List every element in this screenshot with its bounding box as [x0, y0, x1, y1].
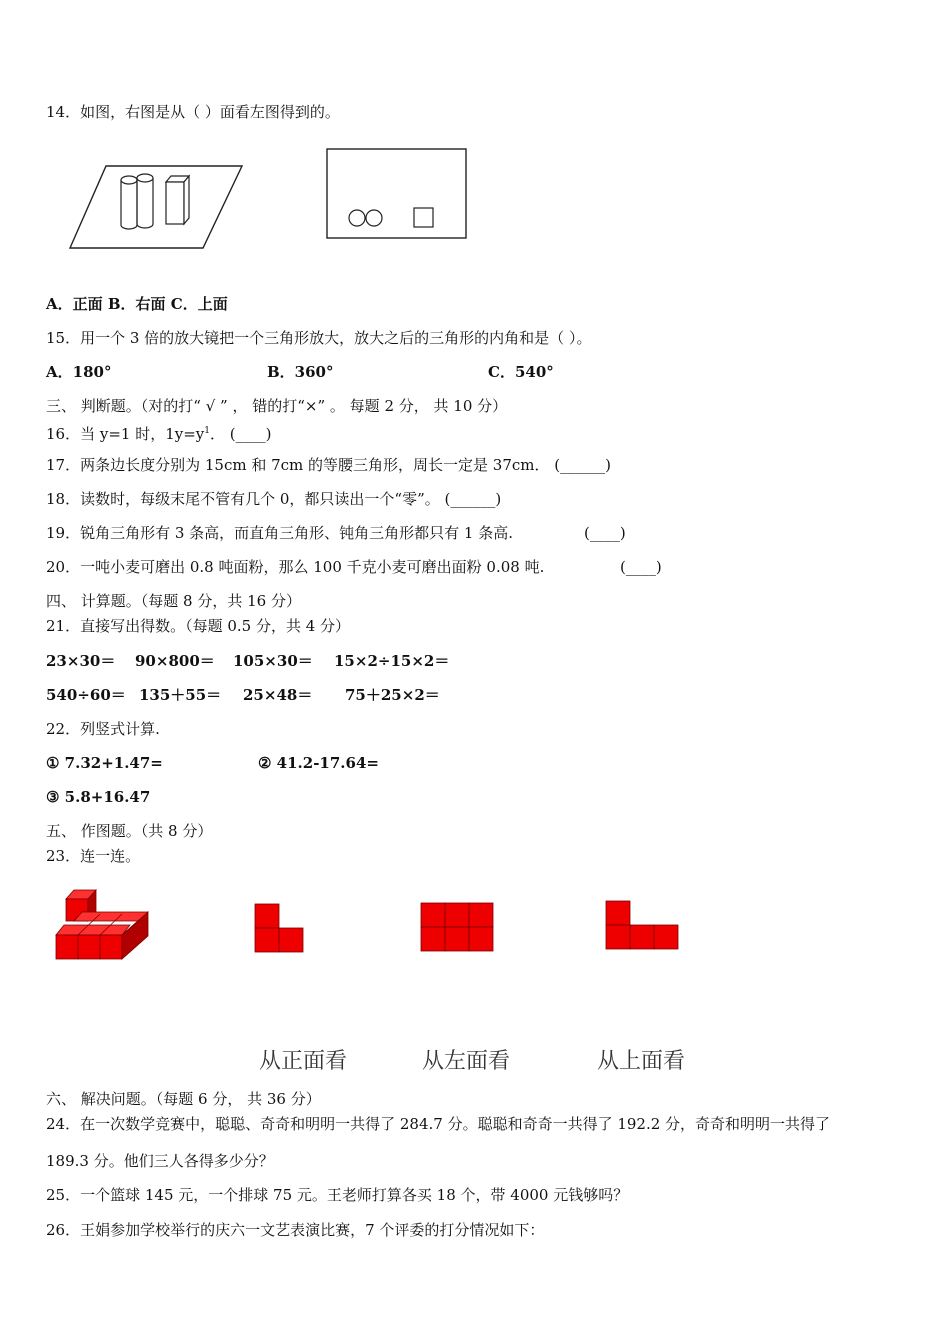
section-5-title: 五、 作图题。（共 8 分）: [46, 822, 213, 840]
q23-caption-front: 从正面看: [259, 1049, 348, 1074]
q21-item: 135＋55＝: [139, 686, 222, 704]
q23-stem: 23．连一连。: [46, 847, 141, 865]
q16-text: 16．当 y=1 时，1y=y: [46, 425, 205, 443]
q20-blank: (____): [620, 558, 662, 576]
q14-options: A．正面 B．右面 C．上面: [46, 295, 228, 313]
q21-item: 23×30＝: [46, 652, 116, 670]
q14-solid-figure: [66, 160, 246, 252]
q23-view-long-l-shape: [605, 900, 681, 952]
q21-item: 15×2÷15×2＝: [334, 652, 450, 670]
q20: 20．一吨小麦可磨出 0.8 吨面粉，那么 100 千克小麦可磨出面粉 0.08 吨.: [46, 558, 545, 576]
q21-item: 540÷60＝: [46, 686, 126, 704]
q21-item: 105×30＝: [233, 652, 313, 670]
q14-stem: 14．如图，右图是从（ ）面看左图得到的。: [46, 103, 340, 121]
q19: 19．锐角三角形有 3 条高，而直角三角形、钝角三角形都只有 1 条高.: [46, 524, 514, 542]
q15-stem: 15．用一个 3 倍的放大镜把一个三角形放大，放大之后的三角形的内角和是（ ）。: [46, 329, 592, 347]
q21-item: 90×800＝: [135, 652, 215, 670]
q23-view-front-shape: [254, 903, 306, 955]
q21-item: 75＋25×2＝: [345, 686, 440, 704]
q23-caption-top: 从上面看: [597, 1049, 686, 1074]
q24-line2: 189.3 分。他们三人各得多少分？: [46, 1152, 274, 1170]
q23-cube-assembly: [52, 887, 152, 963]
q19-blank: (____): [584, 524, 626, 542]
q15-option-a: A．180°: [46, 363, 112, 381]
q22-item: ③ 5.8+16.47: [46, 788, 151, 806]
q17: 17．两条边长度分别为 15cm 和 7cm 的等腰三角形，周长一定是 37cm． (______): [46, 456, 611, 474]
q14-view-figure: [326, 148, 468, 240]
q16-tail: ． (____): [210, 425, 272, 443]
q15-option-b: B．360°: [267, 363, 334, 381]
q23-view-block-shape: [420, 902, 494, 954]
section-4-title: 四、 计算题。（每题 8 分，共 16 分）: [46, 592, 301, 610]
q26: 26．王娟参加学校举行的庆六一文艺表演比赛，7 个评委的打分情况如下：: [46, 1221, 545, 1239]
q21-stem: 21．直接写出得数。（每题 0.5 分，共 4 分）: [46, 617, 351, 635]
q16-sup: 1: [204, 426, 211, 436]
q15-option-c: C．540°: [488, 363, 554, 381]
q25: 25．一个篮球 145 元，一个排球 75 元。王老师打算各买 18 个，带 4000 元钱够吗？: [46, 1186, 629, 1204]
section-6-title: 六、 解决问题。（每题 6 分， 共 36 分）: [46, 1090, 321, 1108]
q16: [46, 421, 272, 444]
q23-caption-left: 从左面看: [422, 1049, 511, 1074]
q21-item: 25×48＝: [243, 686, 313, 704]
q22-item: ① 7.32+1.47=: [46, 754, 163, 772]
q18: 18．读数时，每级末尾不管有几个 0，都只读出一个“零”。 (______): [46, 490, 502, 508]
q22-stem: 22．列竖式计算.: [46, 720, 160, 738]
q24-line1: 24．在一次数学竞赛中，聪聪、奇奇和明明一共得了 284.7 分。聪聪和奇奇一共得了 192.2 分，奇奇和明明一共得了: [46, 1115, 831, 1133]
section-3-title: 三、 判断题。（对的打“ √ ” ， 错的打“×” 。 每题 2 分， 共 10 分）: [46, 397, 508, 415]
q22-item: ② 41.2-17.64=: [258, 754, 379, 772]
